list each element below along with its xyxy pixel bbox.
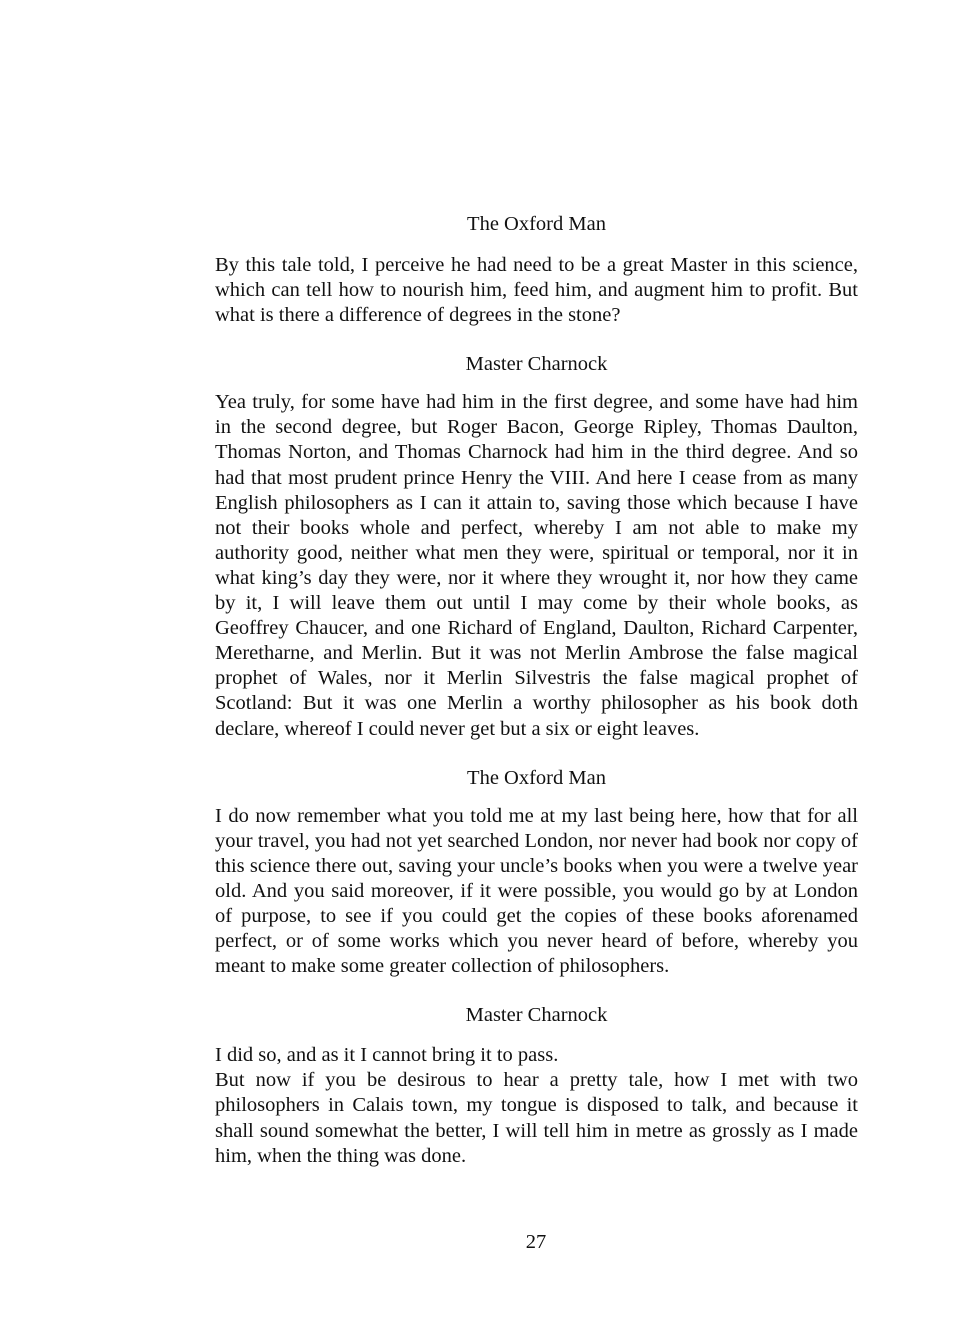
dialogue-paragraph: By this tale told, I perceive he had need to be a great Master in this science, which can tell how to nourish him, feed him, and augment him to profit. But what is there a difference of degrees in the stone?	[215, 254, 858, 327]
speaker-heading: Master Charnock	[465, 353, 608, 376]
speaker-heading: Master Charnock	[465, 1004, 608, 1027]
dialogue-section	[215, 766, 858, 980]
dialogue-paragraph: But now if you be desirous to hear a pretty tale, how I met with two philosophers in Calais town, my tongue is disposed to talk, and because it shall sound somewhat the better, I will tell him in metre as grossly as I made him, when the thing was done.	[215, 1069, 858, 1167]
dialogue-paragraph: Yea truly, for some have had him in the first degree, and some have had him in the second degree, but Roger Bacon, George Ripley, Thomas Daulton, Thomas Norton, and Thomas Charnock had him in the third degree. And so had that most prudent prince Henry the VIII. And here I cease from as many English philosophers as I can it attain to, saving those which because I have not their books whole and perfect, whereby I am not able to make my authority good, neither what men they were, spiritual or temporal, nor it in what king’s day they were, nor it where they wrought it, nor how they came by it, I will leave them out until I may come by their whole books, as Geoffrey Chaucer, and one Richard of England, Daulton, Richard Carpenter, Meretharne, and Merlin. But it was not Merlin Ambrose the false magical prophet of Wales, nor it Merlin Silvestris the false magical prophet of Scotland: But it was one Merlin a worthy philosopher as his book doth declare, whereof I could never get but a six or eight leaves.	[215, 391, 858, 740]
page-body	[215, 212, 858, 1169]
page-number-text: 27	[525, 1231, 547, 1253]
dialogue-paragraph: I do now remember what you told me at my last being here, how that for all your travel, you had not yet searched London, nor never had book nor copy of this science there out, saving your uncle’s books when you were a twelve year old. And you said moreover, if it were possible, you would go by at London of purpose, to see if you could get the copies of these books aforenamed perfect, or of some works which you never heard of before, whereby you meant to make some greater collection of philosophers.	[215, 804, 858, 978]
speaker-heading: The Oxford Man	[467, 213, 606, 235]
dialogue-paragraph: I did so, and as it I cannot bring it to pass.	[215, 1044, 559, 1067]
dialogue-section	[215, 1003, 858, 1168]
dialogue-section	[215, 212, 858, 328]
page-number	[0, 1230, 978, 1255]
speaker-heading: The Oxford Man	[467, 766, 606, 789]
dialogue-section	[215, 352, 858, 741]
